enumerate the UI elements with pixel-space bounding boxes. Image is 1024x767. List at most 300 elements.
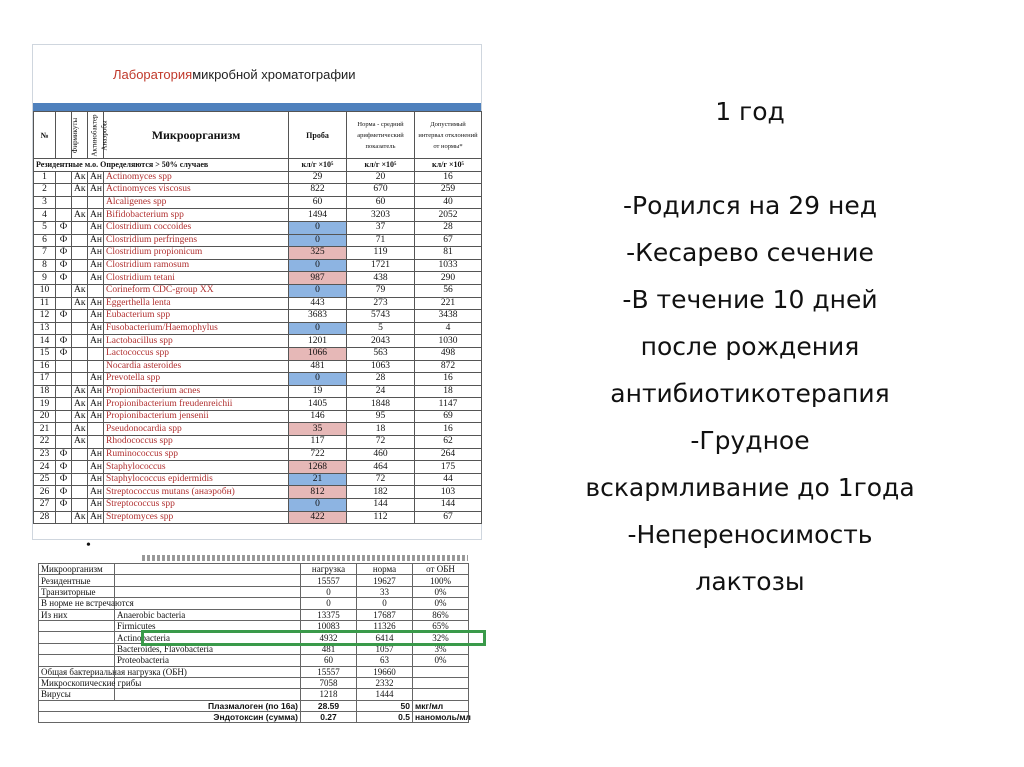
cell-an: Ан bbox=[88, 499, 104, 512]
summary-row bbox=[39, 677, 469, 688]
cell-dev: 1147 bbox=[415, 398, 482, 411]
cell-f bbox=[56, 385, 72, 398]
cell-f: Ф bbox=[56, 347, 72, 360]
table-row bbox=[34, 259, 482, 272]
cell-dev: 103 bbox=[415, 486, 482, 499]
cell-an: Ан bbox=[88, 511, 104, 524]
cell-f: Ф bbox=[56, 221, 72, 234]
table-row bbox=[34, 423, 482, 436]
summary-table-image bbox=[32, 555, 472, 725]
col-header: Актинобактер bbox=[72, 112, 88, 159]
summary-cell-a bbox=[39, 655, 115, 666]
cell-an: Ан bbox=[88, 335, 104, 348]
table-row bbox=[34, 284, 482, 297]
cell-dev: 2052 bbox=[415, 209, 482, 222]
summary-cell-d: 33 bbox=[357, 586, 413, 597]
cell-n: 19 bbox=[34, 398, 56, 411]
cell-an: Ан bbox=[88, 322, 104, 335]
cell-norm: 37 bbox=[347, 221, 415, 234]
cell-n: 20 bbox=[34, 410, 56, 423]
cell-f bbox=[56, 209, 72, 222]
cell-p: 822 bbox=[289, 184, 347, 197]
cell-a: Ак bbox=[72, 297, 88, 310]
summary-cell-d: 11326 bbox=[357, 620, 413, 631]
cell-an: Ан bbox=[88, 310, 104, 323]
unit-label: кл/г ×10⁵ bbox=[289, 159, 347, 172]
cell-dev: 44 bbox=[415, 473, 482, 486]
cell-a: Ак bbox=[72, 385, 88, 398]
cell-p: 1201 bbox=[289, 335, 347, 348]
cell-p: 812 bbox=[289, 486, 347, 499]
cell-f bbox=[56, 511, 72, 524]
cell-a: Ак bbox=[72, 284, 88, 297]
blue-divider bbox=[33, 103, 481, 111]
cell-dev: 1030 bbox=[415, 335, 482, 348]
table-row bbox=[34, 499, 482, 512]
cell-name: Clostridium ramosum bbox=[104, 259, 289, 272]
cell-f: Ф bbox=[56, 335, 72, 348]
cell-name: Clostridium tetani bbox=[104, 272, 289, 285]
summary-cell-e: 0% bbox=[413, 655, 469, 666]
cell-an: Ан bbox=[88, 385, 104, 398]
cell-p: 0 bbox=[289, 322, 347, 335]
summary-cell-d: 17687 bbox=[357, 609, 413, 620]
notes-line: вскармливание до 1года bbox=[585, 473, 915, 502]
summary-row bbox=[39, 586, 469, 597]
cell-n: 14 bbox=[34, 335, 56, 348]
cell-p: 0 bbox=[289, 499, 347, 512]
table-row bbox=[34, 209, 482, 222]
col-header: № bbox=[34, 112, 56, 159]
cell-dev: 290 bbox=[415, 272, 482, 285]
summary-cell-a: Общая бактериальная нагрузка (ОБН) bbox=[39, 666, 115, 677]
cell-norm: 464 bbox=[347, 461, 415, 474]
table-row bbox=[34, 486, 482, 499]
cell-n: 23 bbox=[34, 448, 56, 461]
cell-an: Ан bbox=[88, 297, 104, 310]
cell-norm: 1721 bbox=[347, 259, 415, 272]
cell-an bbox=[88, 284, 104, 297]
summary-row bbox=[39, 655, 469, 666]
cell-f bbox=[56, 436, 72, 449]
unit-label: кл/г ×10⁵ bbox=[347, 159, 415, 172]
cell-norm: 79 bbox=[347, 284, 415, 297]
cell-a bbox=[72, 196, 88, 209]
cell-n: 12 bbox=[34, 310, 56, 323]
cell-name: Streptococcus mutans (анаэробн) bbox=[104, 486, 289, 499]
cell-norm: 273 bbox=[347, 297, 415, 310]
cell-name: Clostridium perfringens bbox=[104, 234, 289, 247]
cell-name: Streptococcus spp bbox=[104, 499, 289, 512]
cell-n: 10 bbox=[34, 284, 56, 297]
bullet-dots: • bbox=[86, 538, 91, 553]
cell-f: Ф bbox=[56, 499, 72, 512]
cell-name: Staphylococcus bbox=[104, 461, 289, 474]
cell-norm: 2043 bbox=[347, 335, 415, 348]
table-row bbox=[34, 473, 482, 486]
lab-title-rest: микробной хроматографии bbox=[192, 66, 356, 82]
cell-an: Ан bbox=[88, 410, 104, 423]
cell-dev: 67 bbox=[415, 234, 482, 247]
cell-name: Lactococcus spp bbox=[104, 347, 289, 360]
cell-norm: 182 bbox=[347, 486, 415, 499]
extra-cell-n: 50 bbox=[357, 700, 413, 711]
summary-row bbox=[39, 575, 469, 586]
cell-n: 24 bbox=[34, 461, 56, 474]
cell-norm: 144 bbox=[347, 499, 415, 512]
summary-cell-a bbox=[39, 620, 115, 631]
cell-p: 1405 bbox=[289, 398, 347, 411]
cell-a: Ак bbox=[72, 511, 88, 524]
cell-dev: 498 bbox=[415, 347, 482, 360]
extra-cell-label: Плазмалоген (по 16а) bbox=[39, 700, 301, 711]
summary-header: нагрузка bbox=[301, 564, 357, 575]
cell-an: Ан bbox=[88, 272, 104, 285]
extra-cell-n: 0.5 bbox=[357, 712, 413, 723]
cell-dev: 28 bbox=[415, 221, 482, 234]
cell-an: Ан bbox=[88, 448, 104, 461]
cell-n: 18 bbox=[34, 385, 56, 398]
notes-line: антибиотикотерапия bbox=[610, 379, 890, 408]
cell-f bbox=[56, 398, 72, 411]
cell-a: Ак bbox=[72, 184, 88, 197]
cell-a bbox=[72, 499, 88, 512]
summary-cell-c: 7058 bbox=[301, 677, 357, 688]
cell-a bbox=[72, 234, 88, 247]
extra-cell-v: 28.59 bbox=[301, 700, 357, 711]
notes-line: -В течение 10 дней bbox=[622, 285, 878, 314]
cell-dev: 62 bbox=[415, 436, 482, 449]
cell-f: Ф bbox=[56, 234, 72, 247]
cell-dev: 3438 bbox=[415, 310, 482, 323]
cell-a bbox=[72, 272, 88, 285]
cell-f: Ф bbox=[56, 310, 72, 323]
cell-p: 0 bbox=[289, 284, 347, 297]
summary-cell-d: 1444 bbox=[357, 689, 413, 700]
cell-f bbox=[56, 184, 72, 197]
cell-a: Ак bbox=[72, 398, 88, 411]
extra-cell-v: 0.27 bbox=[301, 712, 357, 723]
cell-a bbox=[72, 461, 88, 474]
summary-cell-a: В норме не встречаются bbox=[39, 598, 115, 609]
summary-extra-row bbox=[39, 700, 469, 711]
cell-an bbox=[88, 436, 104, 449]
cell-an: Ан bbox=[88, 398, 104, 411]
summary-cell-b: Actinobacteria bbox=[115, 632, 301, 643]
cell-dev: 872 bbox=[415, 360, 482, 373]
summary-cell-c: 10083 bbox=[301, 620, 357, 631]
cell-f: Ф bbox=[56, 473, 72, 486]
summary-header: Микроорганизм bbox=[39, 564, 115, 575]
table-row bbox=[34, 234, 482, 247]
cell-f bbox=[56, 284, 72, 297]
summary-cell-e: 0% bbox=[413, 598, 469, 609]
table-row bbox=[34, 410, 482, 423]
cell-f bbox=[56, 360, 72, 373]
summary-cell-d: 63 bbox=[357, 655, 413, 666]
summary-header bbox=[115, 564, 301, 575]
cell-name: Eggerthella lenta bbox=[104, 297, 289, 310]
cell-a: Ак bbox=[72, 209, 88, 222]
table-row bbox=[34, 272, 482, 285]
cell-norm: 1848 bbox=[347, 398, 415, 411]
cell-dev: 16 bbox=[415, 423, 482, 436]
cell-an bbox=[88, 423, 104, 436]
cell-dev: 16 bbox=[415, 171, 482, 184]
cell-dev: 264 bbox=[415, 448, 482, 461]
col-header: Норма - средний арифметический показатель bbox=[347, 112, 415, 159]
cell-norm: 60 bbox=[347, 196, 415, 209]
summary-cell-b: Bacteroides, Flavobacteria bbox=[115, 643, 301, 654]
summary-row bbox=[39, 689, 469, 700]
extra-cell-label: Эндотоксин (сумма) bbox=[39, 712, 301, 723]
table-row bbox=[34, 297, 482, 310]
table-row bbox=[34, 322, 482, 335]
cell-p: 1494 bbox=[289, 209, 347, 222]
cell-name: Actinomyces spp bbox=[104, 171, 289, 184]
table-row bbox=[34, 310, 482, 323]
cell-an: Ан bbox=[88, 184, 104, 197]
cell-dev: 81 bbox=[415, 247, 482, 260]
cell-dev: 175 bbox=[415, 461, 482, 474]
cell-a bbox=[72, 448, 88, 461]
cell-n: 22 bbox=[34, 436, 56, 449]
cell-a bbox=[72, 221, 88, 234]
summary-row bbox=[39, 666, 469, 677]
cell-a bbox=[72, 310, 88, 323]
cell-a: Ак bbox=[72, 436, 88, 449]
cell-a bbox=[72, 473, 88, 486]
cell-dev: 16 bbox=[415, 373, 482, 386]
notes-line bbox=[530, 135, 970, 182]
cell-dev: 69 bbox=[415, 410, 482, 423]
cell-norm: 438 bbox=[347, 272, 415, 285]
summary-cell-b bbox=[115, 598, 301, 609]
cell-norm: 20 bbox=[347, 171, 415, 184]
summary-cell-c: 60 bbox=[301, 655, 357, 666]
summary-cell-c: 15557 bbox=[301, 666, 357, 677]
lab-report-table-image bbox=[32, 44, 482, 540]
cell-a bbox=[72, 247, 88, 260]
cell-a: Ак bbox=[72, 410, 88, 423]
cell-n: 1 bbox=[34, 171, 56, 184]
actinobacteria-highlight-box bbox=[141, 630, 486, 646]
cell-dev: 4 bbox=[415, 322, 482, 335]
extra-cell-u: мкг/мл bbox=[413, 700, 469, 711]
extra-cell-u: наномоль/мл bbox=[413, 712, 469, 723]
cell-norm: 460 bbox=[347, 448, 415, 461]
col-header: Проба bbox=[289, 112, 347, 159]
cell-p: 146 bbox=[289, 410, 347, 423]
summary-cell-b bbox=[115, 677, 301, 688]
cell-p: 0 bbox=[289, 373, 347, 386]
col-header: Микроорганизм bbox=[104, 112, 289, 159]
cell-norm: 24 bbox=[347, 385, 415, 398]
cell-a: Ак bbox=[72, 423, 88, 436]
table-row bbox=[34, 385, 482, 398]
cell-p: 0 bbox=[289, 259, 347, 272]
cell-an: Ан bbox=[88, 486, 104, 499]
table-row bbox=[34, 171, 482, 184]
cell-n: 5 bbox=[34, 221, 56, 234]
notes-line: -Родился на 29 нед bbox=[622, 191, 878, 220]
cell-f bbox=[56, 171, 72, 184]
cell-n: 21 bbox=[34, 423, 56, 436]
cell-p: 60 bbox=[289, 196, 347, 209]
table-row bbox=[34, 448, 482, 461]
summary-cell-e: 0% bbox=[413, 586, 469, 597]
cell-dev: 221 bbox=[415, 297, 482, 310]
cell-f: Ф bbox=[56, 461, 72, 474]
cell-n: 7 bbox=[34, 247, 56, 260]
table-row bbox=[34, 436, 482, 449]
cell-a bbox=[72, 360, 88, 373]
cell-a: Ак bbox=[72, 171, 88, 184]
cell-an bbox=[88, 196, 104, 209]
summary-header: от ОБН bbox=[413, 564, 469, 575]
cell-an bbox=[88, 347, 104, 360]
cell-an: Ан bbox=[88, 247, 104, 260]
cell-an: Ан bbox=[88, 234, 104, 247]
summary-cell-b: Anaerobic bacteria bbox=[115, 609, 301, 620]
summary-cell-a: Из них bbox=[39, 609, 115, 620]
cell-f bbox=[56, 373, 72, 386]
summary-cell-d: 1057 bbox=[357, 643, 413, 654]
cell-dev: 56 bbox=[415, 284, 482, 297]
cell-name: Prevotella spp bbox=[104, 373, 289, 386]
cell-name: Nocardia asteroides bbox=[104, 360, 289, 373]
cell-name: Bifidobacterium spp bbox=[104, 209, 289, 222]
summary-cell-b bbox=[115, 689, 301, 700]
cell-p: 443 bbox=[289, 297, 347, 310]
cell-n: 8 bbox=[34, 259, 56, 272]
table-row bbox=[34, 398, 482, 411]
cell-name: Streptomyces spp bbox=[104, 511, 289, 524]
summary-cell-b: Firmicutes bbox=[115, 620, 301, 631]
cell-an: Ан bbox=[88, 221, 104, 234]
cell-name: Alcaligenes spp bbox=[104, 196, 289, 209]
cell-dev: 40 bbox=[415, 196, 482, 209]
cell-name: Corineform CDC-group XX bbox=[104, 284, 289, 297]
cell-an: Ан bbox=[88, 373, 104, 386]
table-row bbox=[34, 184, 482, 197]
cell-an: Ан bbox=[88, 461, 104, 474]
cell-n: 4 bbox=[34, 209, 56, 222]
cell-a bbox=[72, 347, 88, 360]
cell-p: 29 bbox=[289, 171, 347, 184]
summary-cell-a: Вирусы bbox=[39, 689, 115, 700]
notes-line: -Грудное bbox=[690, 426, 810, 455]
cell-f: Ф bbox=[56, 486, 72, 499]
cell-name: Clostridium propionicum bbox=[104, 247, 289, 260]
cell-f: Ф bbox=[56, 247, 72, 260]
summary-cell-d: 6414 bbox=[357, 632, 413, 643]
cell-a bbox=[72, 335, 88, 348]
cell-name: Propionibacterium freudenreichii bbox=[104, 398, 289, 411]
cell-n: 27 bbox=[34, 499, 56, 512]
cell-norm: 5743 bbox=[347, 310, 415, 323]
cell-f: Ф bbox=[56, 259, 72, 272]
cell-a bbox=[72, 373, 88, 386]
cell-f: Ф bbox=[56, 272, 72, 285]
cell-name: Propionibacterium jensenii bbox=[104, 410, 289, 423]
cell-n: 15 bbox=[34, 347, 56, 360]
cell-p: 1268 bbox=[289, 461, 347, 474]
resident-label: Резидентные м.о. Определяются > 50% случаев bbox=[34, 159, 289, 172]
cell-n: 3 bbox=[34, 196, 56, 209]
cell-norm: 112 bbox=[347, 511, 415, 524]
summary-cell-e bbox=[413, 689, 469, 700]
table-row bbox=[34, 461, 482, 474]
patient-notes bbox=[530, 88, 970, 605]
summary-cell-e: 32% bbox=[413, 632, 469, 643]
summary-cell-d: 19627 bbox=[357, 575, 413, 586]
cell-a bbox=[72, 322, 88, 335]
summary-cell-c: 1218 bbox=[301, 689, 357, 700]
notes-line: лактозы bbox=[695, 567, 805, 596]
cell-n: 13 bbox=[34, 322, 56, 335]
summary-cell-c: 0 bbox=[301, 598, 357, 609]
table-row bbox=[34, 373, 482, 386]
cell-an: Ан bbox=[88, 259, 104, 272]
cell-a bbox=[72, 259, 88, 272]
cell-name: Eubacterium spp bbox=[104, 310, 289, 323]
table-row bbox=[34, 247, 482, 260]
summary-cell-e bbox=[413, 677, 469, 688]
summary-cell-b bbox=[115, 586, 301, 597]
cell-norm: 72 bbox=[347, 473, 415, 486]
cell-p: 19 bbox=[289, 385, 347, 398]
table-row bbox=[34, 221, 482, 234]
cell-norm: 71 bbox=[347, 234, 415, 247]
cell-n: 26 bbox=[34, 486, 56, 499]
summary-cell-e: 3% bbox=[413, 643, 469, 654]
cell-f bbox=[56, 423, 72, 436]
cell-an bbox=[88, 360, 104, 373]
cell-norm: 563 bbox=[347, 347, 415, 360]
lab-title-red: Лаборатория bbox=[113, 66, 193, 82]
cell-norm: 1063 bbox=[347, 360, 415, 373]
cell-an: Ан bbox=[88, 171, 104, 184]
summary-cell-a: Микроскопические грибы bbox=[39, 677, 115, 688]
summary-row bbox=[39, 598, 469, 609]
summary-cell-d: 19660 bbox=[357, 666, 413, 677]
table-row bbox=[34, 335, 482, 348]
cell-p: 3683 bbox=[289, 310, 347, 323]
notes-line: -Непереносимость bbox=[627, 520, 873, 549]
summary-cell-e: 100% bbox=[413, 575, 469, 586]
cell-norm: 119 bbox=[347, 247, 415, 260]
cell-norm: 28 bbox=[347, 373, 415, 386]
notes-line: -Кесарево сечение bbox=[626, 238, 874, 267]
summary-cell-d: 2332 bbox=[357, 677, 413, 688]
cell-n: 11 bbox=[34, 297, 56, 310]
cell-p: 987 bbox=[289, 272, 347, 285]
table-row bbox=[34, 347, 482, 360]
cell-dev: 1033 bbox=[415, 259, 482, 272]
cell-n: 28 bbox=[34, 511, 56, 524]
col-header: Допустимый интервал отклонений от нормы* bbox=[415, 112, 482, 159]
cell-f: Ф bbox=[56, 448, 72, 461]
summary-cell-e: 86% bbox=[413, 609, 469, 620]
summary-cell-c: 13375 bbox=[301, 609, 357, 620]
col-header: Анаэробы bbox=[88, 112, 104, 159]
cell-f bbox=[56, 196, 72, 209]
summary-cell-e bbox=[413, 666, 469, 677]
cell-name: Lactobacillus spp bbox=[104, 335, 289, 348]
cell-p: 481 bbox=[289, 360, 347, 373]
cell-a bbox=[72, 486, 88, 499]
